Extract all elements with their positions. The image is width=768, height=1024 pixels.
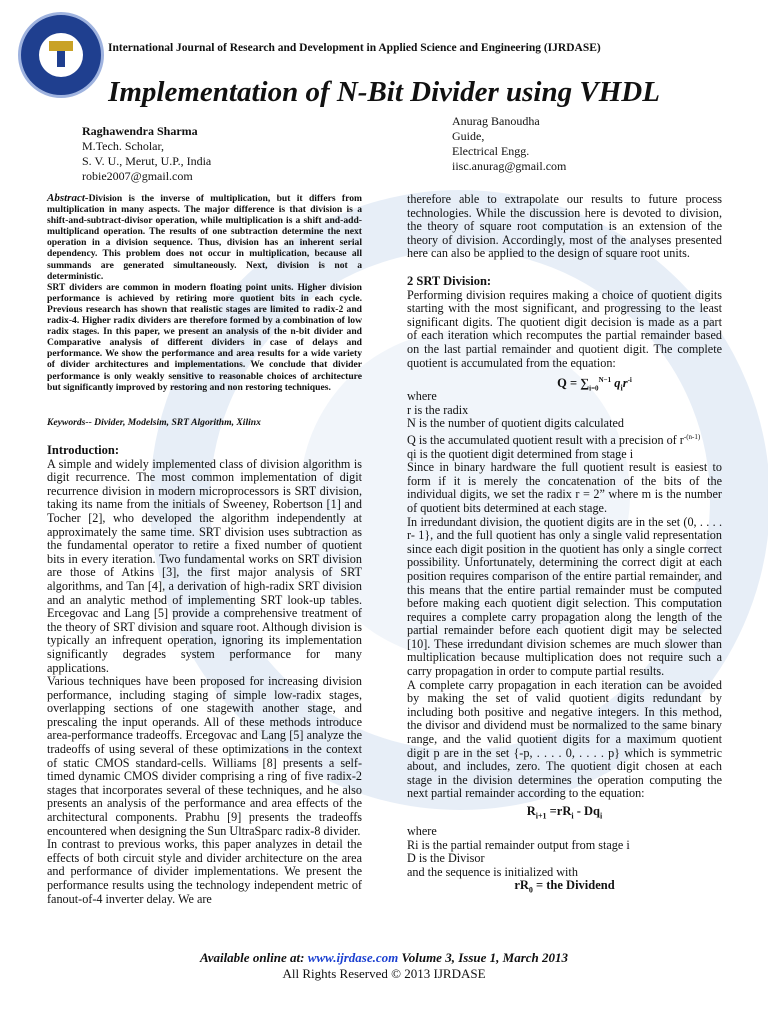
author-email: robie2007@gmail.com	[82, 169, 193, 183]
continued-text: therefore able to extrapolate our results to future process technologies. While the discussion here is devoted to division, the theory of square root computation is an extension of the theory of division. Accordingly, most of the analyses presented here can also be applied to the design of square root units.	[407, 192, 722, 261]
def-q: Q is the accumulated quotient result with a precision of $r^{-(n-1)}$	[407, 432, 701, 447]
author-right	[452, 114, 566, 174]
equation-init: $rR_0$ = the Dividend	[514, 878, 615, 895]
graduation-cap-icon	[49, 41, 73, 51]
intro-heading: Introduction:	[47, 443, 120, 457]
abstract-label: Abstract-	[47, 192, 89, 204]
srt-p1: Performing division requires making a choice of quotient digits starting with the most significant, and progressing to the least significant digits. The quotient digit decision is made as a part of each iteration which recomputes the partial remainder based on the last partial remainder and quotient digit. The complete quotient is accumulated from the equation:	[407, 287, 722, 370]
srt-heading: 2 SRT Division:	[407, 273, 492, 288]
def-seq: and the sequence is initialized with	[407, 864, 578, 879]
def-d: D is the Divisor	[407, 851, 485, 866]
def-r: r is the radix	[407, 402, 469, 417]
author-email: iisc.anurag@gmail.com	[452, 159, 567, 173]
srt-p4: A complete carry propagation in each iteration can be avoided by making the set of valid quotient digits redundant by including both positive and negative integers. In this method, the divisor and dividend must be normalized to the same binary range, and the valid quotient digits for a maximum quotient digit p are in the set {-p, . . . . 0, . . . . p} which is symmetric about, and includes, zero. The quotient digit chosen at each stage in the division determines the operation computing the next partial remainder according to the equation:	[407, 677, 722, 801]
where-label: where	[407, 824, 437, 839]
abstract-p1: Division is the inverse of multiplication, but it differs from multiplication in many aspects. The major difference is that division is a shift-and-subtract-divisor operation, while multiplication is a shift and-add-multiplicand operation. The results of one subtraction determine the next operation in a division sequence. Thus, division has an inherent serial dependency. This problem does not occur in multiplication, because all summands are generated simultaneously. Next, division is not a deterministic.	[47, 193, 362, 282]
journal-name: International Journal of Research and Development in Applied Science and Engineering (IJRDASE)	[108, 42, 601, 54]
paper-title: Implementation of N-Bit Divider using VHDL	[108, 76, 660, 108]
intro-p2: Various techniques have been proposed for increasing division performance, including staging of simple low-radix stages, overlapping sections of one stagewith another stage, and prescaling the input operands. All of these methods introduce area-performance tradeoffs. Ercegovac and Lang [5] analyze the tradeoffs of using several of these optimizations in the context of static CMOS standard-cells. Williams [8] presents a self-timed dynamic CMOS divider comprising a ring of five radix-2 stages that incorporates several of these techniques, and he also presents an analysis of the performance and area effects of the architectural components. Prabhu [9] presents the tradeoffs encountered when designing the Sun UltraSparc radix-8 divider.	[47, 674, 362, 838]
author-line: M.Tech. Scholar,	[82, 139, 164, 153]
abstract	[47, 193, 362, 393]
srt-p3: In irredundant division, the quotient digits are in the set (0, . . . . r- 1}, and the full quotient has only a single valid representation since each digit position in the quotient has only a single correct possibility. Unfortunately, determining the correct digit at each position requires comparison of the entire partial remainder, and this means that the entire partial remainder must be computed before making each quotient digit selection. This computation requires a complete carry propagation along the length of the partial remainder before each quotient digit may be selected [10]. These irredundant division schemes are much slower than multiplication because multiplication does not require such a carry propagation in order to compute partial results.	[407, 514, 722, 679]
keywords: Keywords-- Divider, Modelsim, SRT Algorithm, Xilinx	[47, 417, 261, 428]
author-line: Guide,	[452, 129, 485, 143]
author-name: Anurag Banoudha	[452, 114, 540, 128]
abstract-p2: SRT dividers are common in modern floating point units. Higher division performance is achieved by retiring more quotient bits in each cycle. Previous research has shown that realistic stages are limited to radix-2 and radix-4. Higher radix dividers are therefore formed by a combination of low radix stages. In this paper, we present an analysis of the n-bit divider and Comparative analysis of different dividers in case of delays and performance. We show the performance and area results for a wide variety of divider architectures and implementations. We conclude that divider performance is only weakly sensitive to reasonable choices of architecture but significantly improved by restoring and non restoring techniques.	[47, 281, 362, 393]
logo-stem	[57, 51, 65, 67]
equation-remainder: $R_{i+1} =rR_i - Dq_i$	[526, 804, 603, 821]
srt-p2: Since in binary hardware the full quotient result is easiest to form if it is merely the concatenation of the bits of the individual digits, we set the radix r = 2” where m is the number of quotient bits determined at each stage.	[407, 460, 722, 515]
intro-p3: In contrast to previous works, this paper analyzes in detail the effects of both circuit style and divider architecture on the area and performance of divider implementations. We present the performance results using the technology independent metric of fanout-of-4 inverter delay. We are	[47, 837, 362, 906]
equation-quotient: $Q = \sum_{i=0}^{N-1}$ $q_ir^{-i}$	[557, 376, 632, 393]
def-n: N is the number of quotient digits calculated	[407, 416, 624, 431]
author-name: Raghawendra Sharma	[82, 124, 198, 138]
intro-p1: A simple and widely implemented class of division algorithm is digit recurrence. The most common implementation of digit recurrence division in modern microprocessors is SRT division, taking its name from the initials of Sweeney, Robertson [1] and Tocher [2], who developed the algorithm independently at approximately the same time. SRT division uses subtraction as the fundamental operator to retire a fixed number of quotient bits in every iteration. Two fundamental works on SRT division are those of Atkins [3], the first major analysis of SRT algorithms, and Tan [4], a derivation of high-radix SRT division and an analytic method of implementing SRT look-up tables. Ercegovac and Lang [5] provide a comprehensive treatment of the theory of SRT division and square root. Although division is typically an infrequent operation, ignoring its implementation significantly degrades system performance for many applications.	[47, 456, 362, 675]
footer-availability: Available online at: www.ijrdase.com Volume 3, Issue 1, March 2013	[199, 950, 568, 965]
journal-url-link[interactable]: www.ijrdase.com	[307, 950, 399, 965]
author-line: S. V. U., Merut, U.P., India	[82, 154, 212, 168]
introduction	[47, 444, 362, 906]
author-left	[82, 124, 211, 184]
where-label: where	[407, 389, 437, 404]
def-qi: qi is the quotient digit determined from stage i	[407, 446, 634, 461]
right-column	[407, 193, 722, 898]
footer-copyright: All Rights Reserved © 2013 IJRDASE	[282, 966, 486, 981]
def-ri: Ri is the partial remainder output from stage i	[407, 837, 630, 852]
author-line: Electrical Engg.	[452, 144, 530, 158]
